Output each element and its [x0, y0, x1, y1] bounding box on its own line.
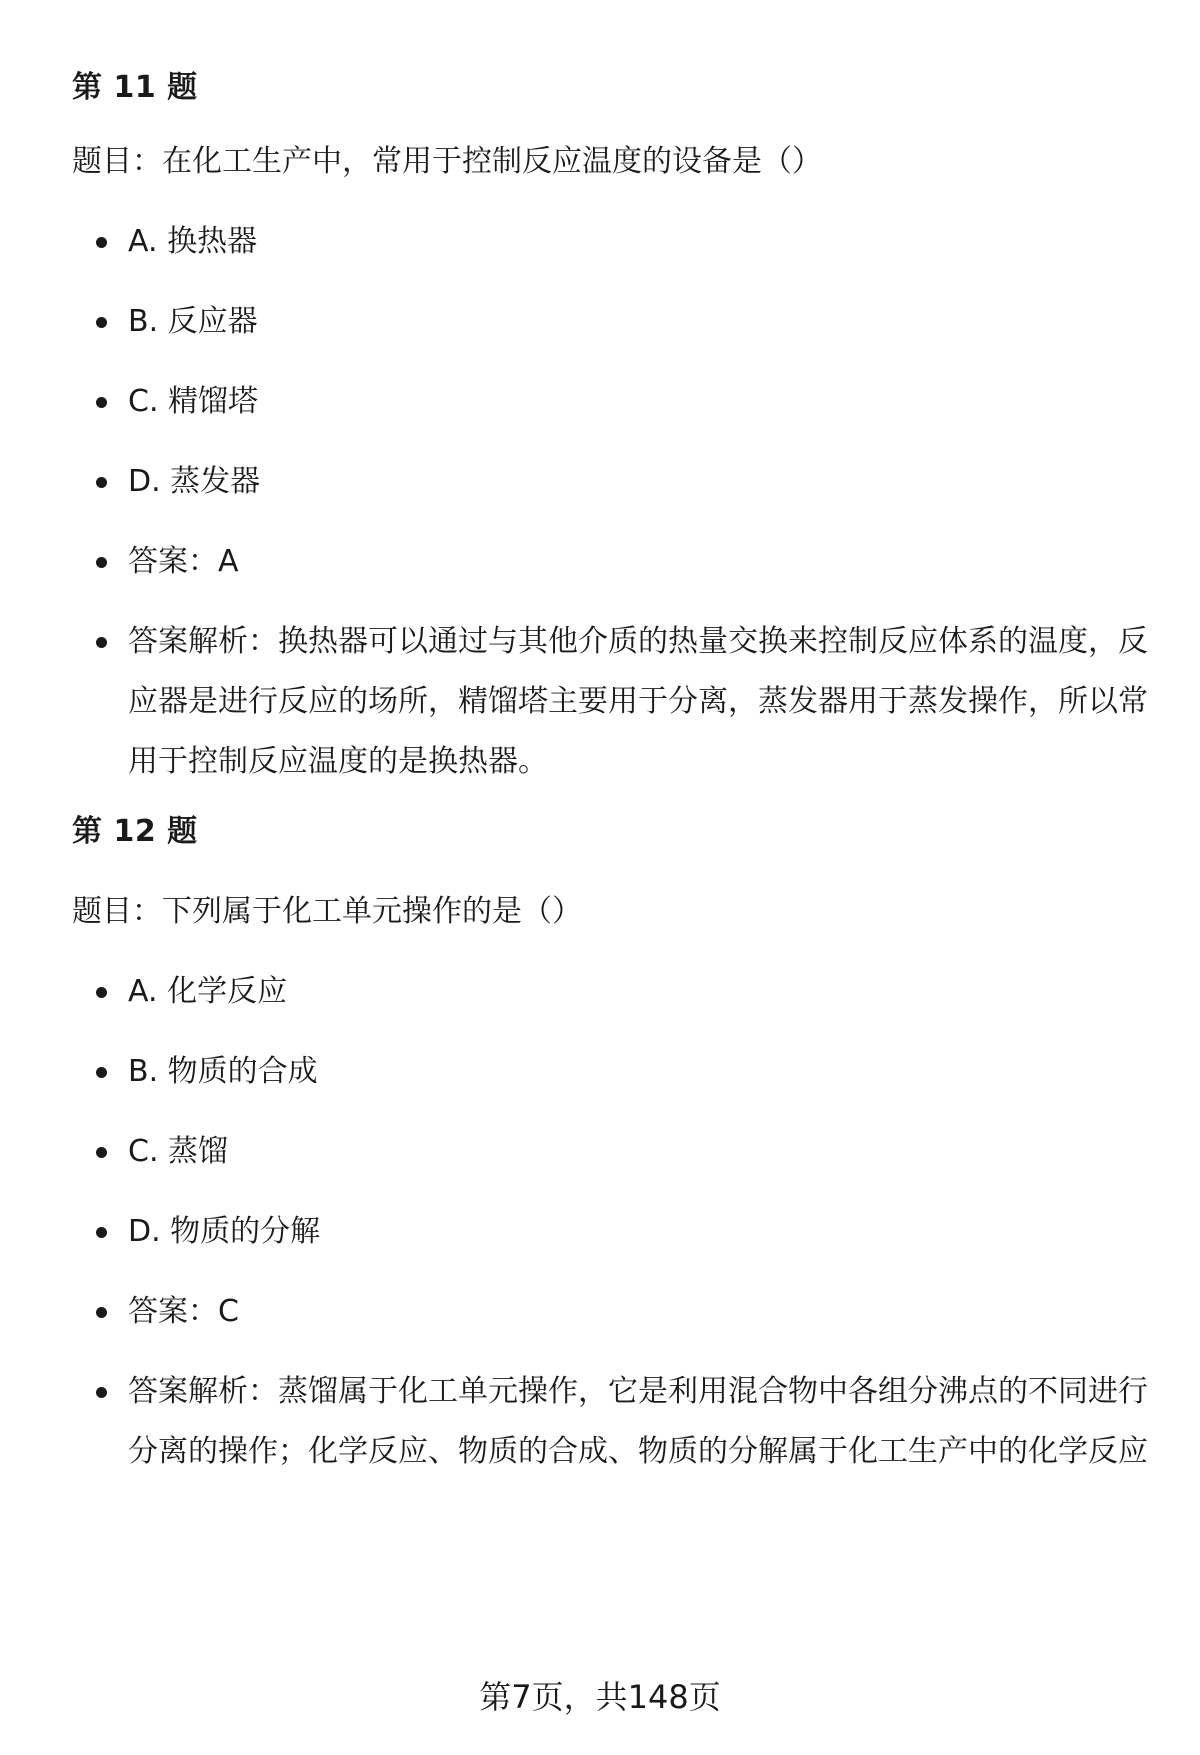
analysis-line: 答案解析：蒸馏属于化工单元操作，它是利用混合物中各组分沸点的不同进行 [128, 1374, 1148, 1409]
answer-text: 答案：C [128, 1294, 239, 1329]
bullet-icon [96, 637, 107, 648]
analysis-line: 应器是进行反应的场所，精馏塔主要用于分离，蒸发器用于蒸发操作，所以常 [128, 684, 1148, 719]
option-text: C. 精馏塔 [128, 384, 259, 419]
answer-analysis [128, 1362, 1148, 1482]
bullet-icon [96, 317, 107, 328]
analysis-line: 分离的操作；化学反应、物质的合成、物质的分解属于化工生产中的化学反应 [128, 1434, 1148, 1469]
bullet-icon [96, 397, 107, 408]
answer-analysis [128, 612, 1148, 792]
bullet-icon [96, 237, 107, 248]
bullet-icon [96, 1067, 107, 1078]
analysis-line: 答案解析：换热器可以通过与其他介质的热量交换来控制反应体系的温度，反 [128, 624, 1148, 659]
option-text: C. 蒸馏 [128, 1134, 229, 1169]
option-text: D. 物质的分解 [128, 1214, 321, 1249]
page-number: 第7页，共148页 [479, 1678, 721, 1716]
answer-text: 答案：A [128, 544, 239, 579]
analysis-line: 用于控制反应温度的是换热器。 [128, 744, 548, 779]
bullet-icon [96, 557, 107, 568]
option-text: B. 物质的合成 [128, 1054, 318, 1089]
question-heading: 第 12 题 [72, 814, 198, 849]
question-stem: 题目：下列属于化工单元操作的是（） [72, 894, 582, 929]
bullet-icon [96, 1307, 107, 1318]
bullet-icon [96, 1387, 107, 1398]
question-stem: 题目：在化工生产中，常用于控制反应温度的设备是（） [72, 144, 822, 179]
bullet-icon [96, 477, 107, 488]
option-text: A. 换热器 [128, 224, 258, 259]
option-text: B. 反应器 [128, 304, 258, 339]
question-heading: 第 11 题 [72, 70, 198, 105]
bullet-icon [96, 1147, 107, 1158]
bullet-icon [96, 987, 107, 998]
option-text: A. 化学反应 [128, 974, 288, 1009]
bullet-icon [96, 1227, 107, 1238]
option-text: D. 蒸发器 [128, 464, 261, 499]
